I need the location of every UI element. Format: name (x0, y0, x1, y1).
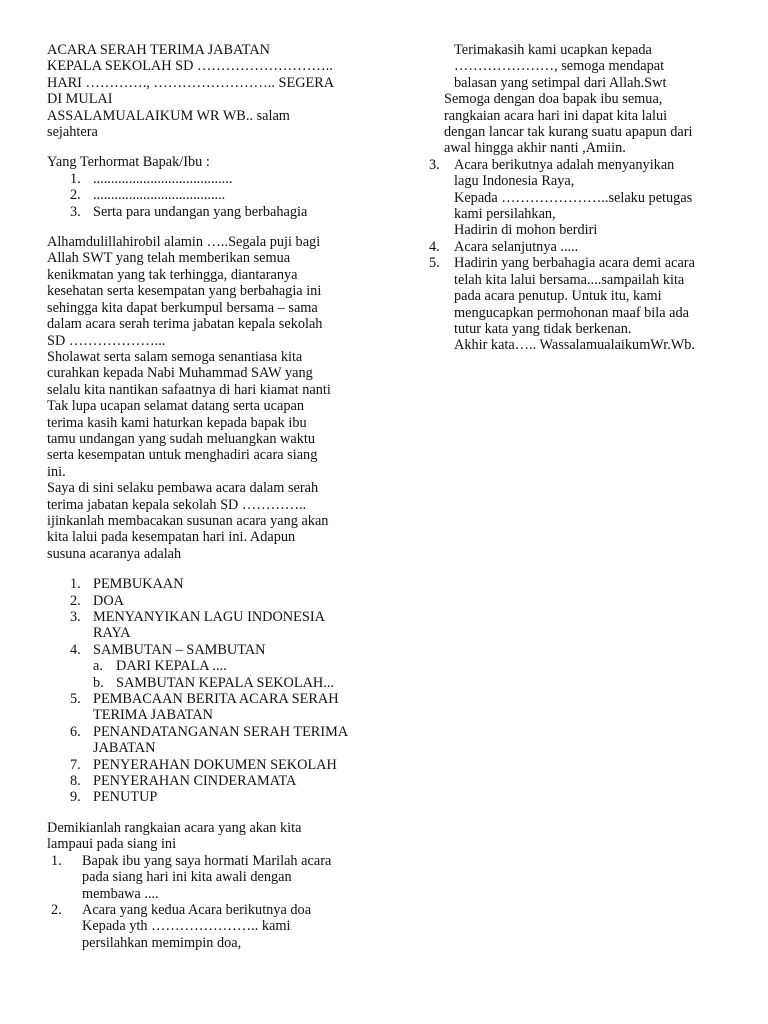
closing-list-item: 2. Acara yang kedua Acara berikutnya doa Kepada yth ………………….. kami persilahkan memimpin doa, (51, 901, 312, 951)
greeting-list-item: 3. Serta para undangan yang berbahagia (70, 203, 308, 220)
header-line: HARI …………., …………………….. SEGERA (47, 74, 335, 91)
agenda-item: 4. SAMBUTAN – SAMBUTAN (70, 641, 266, 658)
right-list-item: 4. Acara selanjutnya ..... (429, 238, 579, 255)
agenda-list-continued (47, 691, 367, 806)
body-line: kita lalui pada kesempatan hari ini. Adapun (47, 529, 296, 546)
body-line: serta kesempatan untuk menghadiri acara siang (47, 447, 318, 464)
document-header (47, 42, 367, 140)
body-line: ijinkanlah membacakan susunan acara yang akan (47, 512, 329, 529)
agenda-list (47, 576, 367, 658)
greeting-list-item: 1. ....................................... (70, 170, 233, 187)
body-line: Alhamdulillahirobil alamin …..Segala puji bagi (47, 234, 321, 251)
greeting: Yang Terhormat Bapak/Ibu : (47, 154, 210, 171)
left-column (47, 42, 367, 951)
agenda-item: 3. MENYANYIKAN LAGU INDONESIA RAYA (70, 609, 325, 642)
body-line: Sholawat serta salam semoga senantiasa kita (47, 348, 303, 365)
body-line: kenikmatan yang tak terhingga, diantaranya (47, 266, 298, 283)
body-line: kesehatan serta kesempatan yang berbahagia ini (47, 283, 322, 300)
header-line: ASSALAMUALAIKUM WR WB.. salam (47, 107, 290, 124)
header-line: KEPALA SEKOLAH SD ……………………….. (47, 58, 333, 75)
agenda-item: 6. PENANDATANGANAN SERAH TERIMA JABATAN (70, 723, 349, 757)
body-line: dalam acara serah terima jabatan kepala sekolah (47, 316, 323, 333)
header-line: ACARA SERAH TERIMA JABATAN (47, 42, 271, 58)
header-line: DI MULAI (47, 91, 113, 108)
body-line: Allah SWT yang telah memberikan semua (47, 250, 291, 267)
agenda-item: 7. PENYERAHAN DOKUMEN SEKOLAH (70, 756, 337, 773)
greeting-list-item: 2. ..................................... (70, 187, 226, 204)
body-line: tamu undangan yang sudah meluangkan waktu (47, 430, 315, 447)
right-intro (417, 42, 737, 91)
body-line: ini. (47, 463, 66, 480)
right-intro-continued (417, 91, 737, 157)
agenda-item: 5. PEMBACAAN BERITA ACARA SERAH TERIMA JABATAN (70, 691, 339, 724)
body-line: selalu kita nantikan safaatnya di hari kiamat nanti (47, 381, 331, 398)
body-line: susuna acaranya adalah (47, 545, 182, 562)
agenda-item: 1. PEMBUKAAN (70, 576, 184, 593)
closing-list-item: 1. Bapak ibu yang saya hormati Marilah acara pada siang hari ini kita awali dengan membawa .... (51, 852, 332, 902)
right-column (417, 42, 737, 354)
right-list (417, 157, 737, 354)
body-line: SD ………………... (47, 332, 166, 349)
agenda-item: 8. PENYERAHAN CINDERAMATA (70, 773, 297, 790)
agenda-sublist (47, 658, 367, 691)
right-intro-line: awal hingga akhir nanti ,Amiin. (444, 140, 626, 157)
closing-intro-line: lampaui pada siang ini (47, 836, 177, 853)
body-text (47, 234, 367, 562)
body-line: sehingga kita dapat berkumpul bersama – sama (47, 299, 318, 316)
right-intro-line: …………………, semoga mendapat (454, 58, 665, 75)
body-line: terima jabatan kepala sekolah SD ………….. (47, 496, 307, 513)
agenda-subitem: b. SAMBUTAN KEPALA SEKOLAH... (93, 674, 334, 691)
body-line: terima kasih kami haturkan kepada bapak ibu (47, 414, 307, 431)
body-line: Tak lupa ucapan selamat datang serta ucapan (47, 398, 305, 415)
greeting-list (47, 171, 367, 220)
right-list-item: 5. Hadirin yang berbahagia acara demi acara telah kita lalui bersama....sampailah kita pada acara penutup. Untuk itu, kami mengucapkan permohonan maaf bila ada tutur kata yang tidak berkenan. Akhir kata….. WassalamualaikumWr.Wb. (429, 255, 695, 354)
agenda-item: 9. PENUTUP (70, 789, 158, 806)
right-list-item: 3. Acara berikutnya adalah menyanyikan lagu Indonesia Raya, Kepada …………………..selaku petugas kami persilahkan, Hadirin di mohon berdiri (429, 156, 693, 239)
closing-intro-line: Demikianlah rangkaian acara yang akan kita (47, 819, 302, 836)
body-line: curahkan kepada Nabi Muhammad SAW yang (47, 365, 313, 382)
right-intro-line: Semoga dengan doa bapak ibu semua, (444, 91, 663, 108)
right-intro-line: Terimakasih kami ucapkan kepada (454, 42, 652, 58)
right-intro-line: dengan lancar tak kurang suatu apapun dari (444, 124, 693, 141)
header-line: sejahtera (47, 124, 98, 141)
agenda-item: 2. DOA (70, 592, 124, 609)
right-intro-line: balasan yang setimpal dari Allah.Swt (454, 74, 667, 91)
right-intro-line: rangkaian acara hari ini dapat kita lalui (444, 107, 668, 124)
closing-list (47, 853, 367, 951)
agenda-subitem: a. DARI KEPALA .... (93, 658, 227, 675)
body-line: Saya di sini selaku pembawa acara dalam serah (47, 480, 319, 497)
